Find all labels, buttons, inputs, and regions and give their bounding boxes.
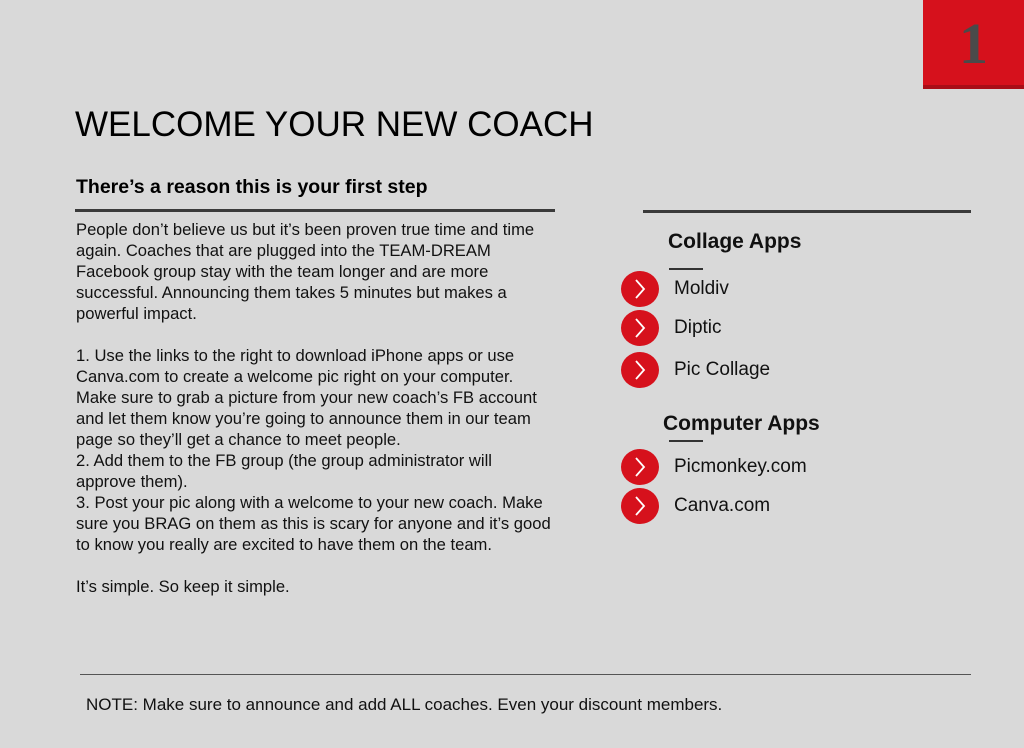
- instructions-text: [76, 219, 556, 597]
- app-link-canva[interactable]: [621, 488, 770, 524]
- collage-apps-heading: Collage Apps: [668, 230, 802, 253]
- app-link-pic-collage[interactable]: [621, 352, 770, 388]
- page-subtitle: There’s a reason this is your first step: [76, 176, 428, 198]
- app-link-diptic[interactable]: [621, 310, 722, 346]
- step-2: 2. Add them to the FB group (the group administrator will approve them).: [76, 451, 492, 491]
- computer-apps-underline: [669, 440, 703, 442]
- chevron-right-icon: [621, 352, 659, 388]
- app-link-label: Moldiv: [674, 278, 729, 299]
- paragraph-spacer: [76, 555, 556, 576]
- app-link-label: Picmonkey.com: [674, 456, 807, 477]
- step-3: 3. Post your pic along with a welcome to your new coach. Make sure you BRAG on them as this is scary for anyone and it’s good to know you really are excited to have them on the team.: [76, 493, 551, 554]
- subtitle-divider: [75, 209, 555, 212]
- chevron-right-icon: [621, 488, 659, 524]
- app-link-label: Pic Collage: [674, 359, 771, 380]
- chevron-right-icon: [621, 271, 659, 307]
- app-link-moldiv[interactable]: [621, 271, 729, 307]
- paragraph-spacer: [76, 324, 556, 345]
- footer-note: NOTE: Make sure to announce and add ALL coaches. Even your discount members.: [86, 695, 723, 714]
- app-link-label: Canva.com: [674, 495, 771, 516]
- page-number-badge: [923, 0, 1024, 89]
- collage-apps-underline: [669, 268, 703, 270]
- app-link-label: Diptic: [674, 317, 722, 338]
- page-title: WELCOME YOUR NEW COACH: [75, 105, 594, 144]
- step-1: 1. Use the links to the right to download iPhone apps or use Canva.com to create a welcome pic right on your computer. Make sure to grab a picture from your new coach’s FB account and let them know you’re going to announce them in our team page so they’ll get a chance to meet people.: [76, 346, 537, 449]
- footer-divider: [80, 674, 971, 675]
- computer-apps-heading: Computer Apps: [663, 412, 820, 435]
- closing-line: It’s simple. So keep it simple.: [76, 577, 290, 596]
- page-number: 1: [959, 10, 988, 76]
- chevron-right-icon: [621, 449, 659, 485]
- apps-divider: [643, 210, 971, 213]
- app-link-picmonkey[interactable]: [621, 449, 807, 485]
- intro-paragraph: People don’t believe us but it’s been proven true time and time again. Coaches that are plugged into the TEAM-DREAM Facebook group stay with the team longer and are more successful. Announcing them takes 5 minutes but makes a powerful impact.: [76, 220, 535, 323]
- chevron-right-icon: [621, 310, 659, 346]
